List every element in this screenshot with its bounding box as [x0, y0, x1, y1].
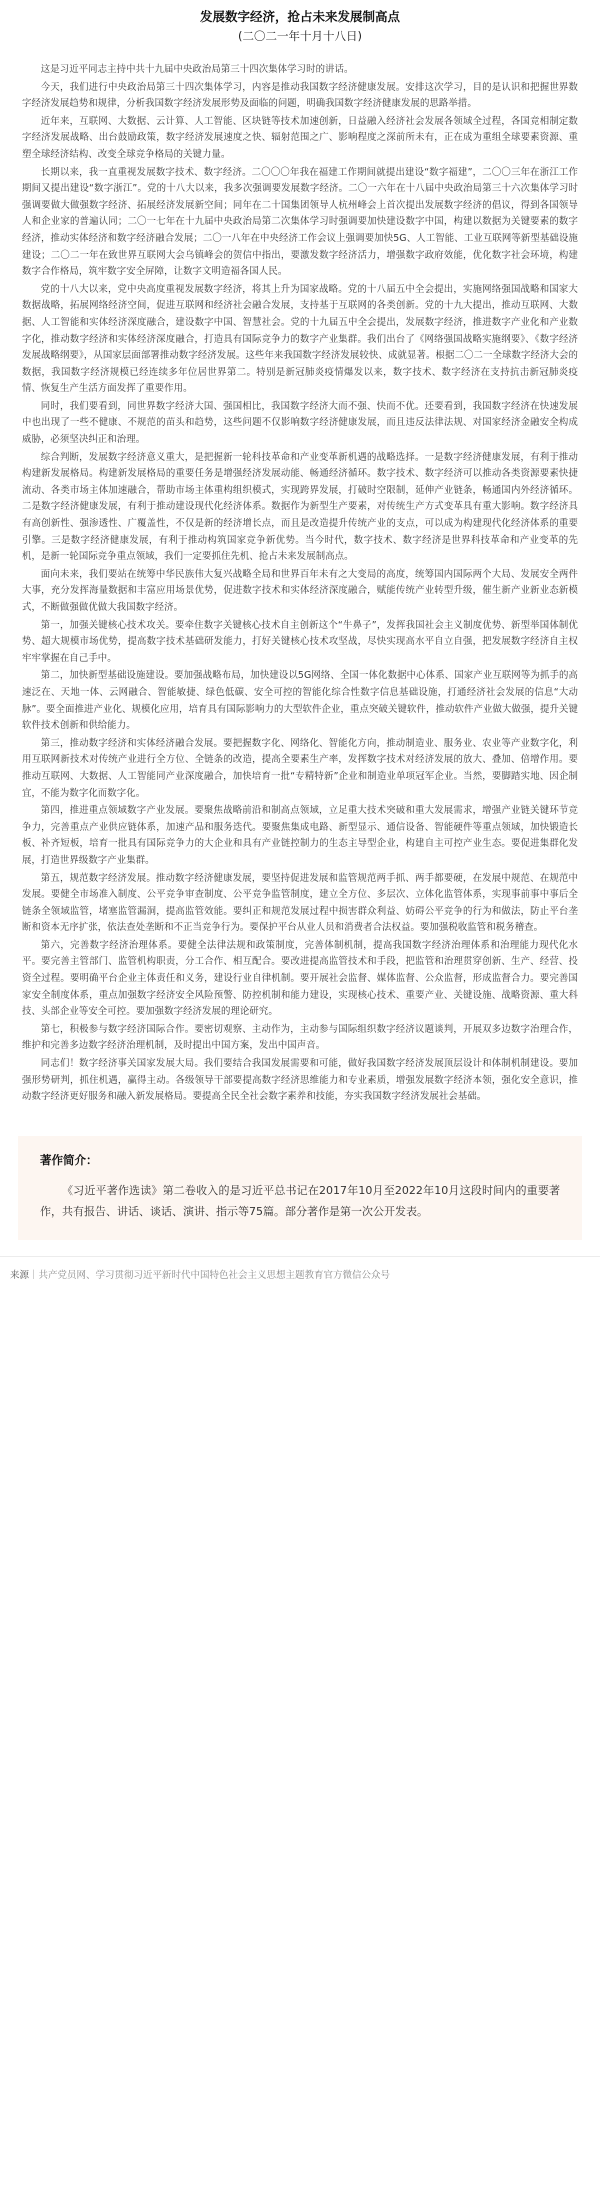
source-label: 来源	[10, 1269, 30, 1281]
article-date: (二〇二一年十月十八日)	[238, 29, 362, 43]
article-paragraph: 第六，完善数字经济治理体系。要健全法律法规和政策制度，完善体制机制，提高我国数字经济治理体系和治理能力现代化水平。要完善主管部门、监管机构职责，分工合作、相互配合。要改进提高监管技术和手段，把监管和治理贯穿创新、生产、经营、投资全过程。要明确平台企业主体责任和义务，建设行业自律机制。要开展社会监督、媒体监督、公众监督，形成监督合力。要完善国家安全制度体系，重点加强数字经济安全风险预警、防控机制和能力建设，实现核心技术、重要产业、关键设施、战略资源、重大科技、头部企业等安全可控。要加强数字经济发展的理论研究。	[22, 939, 578, 1018]
article-paragraph: 党的十八大以来，党中央高度重视发展数字经济，将其上升为国家战略。党的十八届五中全会提出，实施网络强国战略和国家大数据战略，拓展网络经济空间，促进互联网和经济社会融合发展，支持基于互联网的各类创新。党的十九大提出，推动互联网、大数据、人工智能和实体经济深度融合，建设数字中国、智慧社会。党的十九届五中全会提出，发展数字经济，推进数字产业化和产业数字化，推动数字经济和实体经济深度融合，打造具有国际竞争力的数字产业集群。我们出台了《网络强国战略实施纲要》、《数字经济发展战略纲要》，从国家层面部署推动数字经济发展。这些年来我国数字经济发展较快、成就显著。根据二〇二一全球数字经济大会的数据，我国数字经济规模已经连续多年位居世界第二。特别是新冠肺炎疫情爆发以来，数字技术、数字经济在支持抗击新冠肺炎疫情、恢复生产生活方面发挥了重要作用。	[22, 283, 578, 395]
article-paragraph: 近年来，互联网、大数据、云计算、人工智能、区块链等技术加速创新，日益融入经济社会发展各领域全过程，各国竞相制定数字经济发展战略、出台鼓励政策，数字经济发展速度之快、辐射范围之广、影响程度之深前所未有，正在成为重组全球要素资源、重塑全球经济结构、改变全球竞争格局的关键力量。	[22, 115, 578, 160]
book-intro-text: 《习近平著作选读》第二卷收入的是习近平总书记在2017年10月至2022年10月这段时间内的重要著作，共有报告、讲话、谈话、演讲、指示等75篇。部分著作是第一次公开发表。	[40, 1183, 560, 1218]
article-paragraph: 第四，推进重点领域数字产业发展。要聚焦战略前沿和制高点领域，立足重大技术突破和重大发展需求，增强产业链关键环节竞争力，完善重点产业供应链体系，加速产品和服务迭代。要聚焦集成电路、新型显示、通信设备、智能硬件等重点领域，加快锻造长板、补齐短板，培育一批具有国际竞争力的大企业和具有产业链控制力的生态主导型企业，构建自主可控产业生态。要促进集群化发展，打造世界级数字产业集群。	[22, 805, 578, 866]
source-footer	[0, 1256, 600, 1281]
book-intro-heading: 著作简介：	[40, 1152, 98, 1167]
source-text: ｜共产党员网、学习贯彻习近平新时代中国特色社会主义思想主题教育官方微信公众号	[29, 1269, 391, 1281]
article-paragraph: 同时，我们要看到，同世界数字经济大国、强国相比，我国数字经济大而不强、快而不优。还要看到，我国数字经济在快速发展中也出现了一些不健康、不规范的苗头和趋势，这些问题不仅影响数字经济健康发展，而且违反法律法规、对国家经济金融安全构成威胁，必须坚决纠正和治理。	[22, 400, 578, 446]
article-paragraph: 第七，积极参与数字经济国际合作。要密切观察、主动作为，主动参与国际组织数字经济议题谈判，开展双多边数字治理合作，维护和完善多边数字经济治理机制，及时提出中国方案，发出中国声音。	[22, 1023, 578, 1052]
article-paragraph: 综合判断，发展数字经济意义重大，是把握新一轮科技革命和产业变革新机遇的战略选择。一是数字经济健康发展，有利于推动构建新发展格局。构建新发展格局的重要任务是增强经济发展动能、畅通经济循环。数字技术、数字经济可以推动各类资源要素快捷流动、各类市场主体加速融合，帮助市场主体重构组织模式，实现跨界发展，打破时空限制，延伸产业链条，畅通国内外经济循环。二是数字经济健康发展，有利于推动建设现代化经济体系。数据作为新型生产要素，对传统生产方式变革具有重大影响。数字经济具有高创新性、强渗透性、广覆盖性，不仅是新的经济增长点，而且是改造提升传统产业的支点，可以成为构建现代化经济体系的重要引擎。三是数字经济健康发展，有利于推动构筑国家竞争新优势。当今时代，数字技术、数字经济是世界科技革命和产业变革的先机，是新一轮国际竞争重点领域，我们一定要抓住先机、抢占未来发展制高点。	[22, 451, 578, 563]
article-paragraph: 长期以来，我一直重视发展数字技术、数字经济。二〇〇〇年我在福建工作期间就提出建设“数字福建”，二〇〇三年在浙江工作期间又提出建设“数字浙江”。党的十八大以来，我多次强调要发展数字经济。二〇一六年在十八届中央政治局第三十六次集体学习时强调要做大做强数字经济、拓展经济发展新空间；同年在二十国集团领导人杭州峰会上首次提出发展数字经济的倡议，得到各国领导人和企业家的普遍认同；二〇一七年在十九届中央政治局第二次集体学习时强调要加快建设数字中国，构建以数据为关键要素的数字经济，推动实体经济和数字经济融合发展；二〇一八年在中央经济工作会议上强调要加快5G、人工智能、工业互联网等新型基础设施建设；二〇二一年在致世界互联网大会乌镇峰会的贺信中指出，要激发数字经济活力，增强数字政府效能，优化数字社会环境，构建数字合作格局，筑牢数字安全屏障，让数字文明造福各国人民。	[22, 166, 578, 278]
article-paragraph: 今天，我们进行中央政治局第三十四次集体学习，内容是推动我国数字经济健康发展。安排这次学习，目的是认识和把握世界数字经济发展趋势和规律，分析我国数字经济发展形势及面临的问题，明确我国数字经济健康发展的思路举措。	[22, 81, 578, 110]
article-paragraph: 同志们！数字经济事关国家发展大局。我们要结合我国发展需要和可能，做好我国数字经济发展顶层设计和体制机制建设。要加强形势研判，抓住机遇，赢得主动。各级领导干部要提高数字经济思维能力和专业素质，增强发展数字经济本领，强化安全意识，推动数字经济更好服务和融入新发展格局。要提高全民全社会数字素养和技能，夯实我国数字经济发展社会基础。	[22, 1058, 578, 1103]
article-paragraph: 第二，加快新型基础设施建设。要加强战略布局，加快建设以5G网络、全国一体化数据中心体系、国家产业互联网等为抓手的高速泛在、天地一体、云网融合、智能敏捷、绿色低碳、安全可控的智能化综合性数字信息基础设施，打通经济社会发展的信息“大动脉”。要全面推进产业化、规模化应用，培育具有国际影响力的大型软件企业，重点突破关键软件，推动软件产业做大做强，提升关键软件技术创新和供给能力。	[22, 670, 578, 732]
article-paragraph: 第一，加强关键核心技术攻关。要牵住数字关键核心技术自主创新这个“牛鼻子”，发挥我国社会主义制度优势、新型举国体制优势、超大规模市场优势，提高数字技术基础研发能力，打好关键核心技术攻坚战，尽快实现高水平自立自强，把发展数字经济自主权牢牢掌握在自己手中。	[22, 619, 578, 664]
article-title: 发展数字经济，抢占未来发展制高点	[199, 9, 400, 24]
article-paragraph: 这是习近平同志主持中共十九届中央政治局第三十四次集体学习时的讲话。	[40, 64, 354, 75]
article-paragraph: 第三，推动数字经济和实体经济融合发展。要把握数字化、网络化、智能化方向，推动制造业、服务业、农业等产业数字化，利用互联网新技术对传统产业进行全方位、全链条的改造，提高全要素生产率，发挥数字技术对经济发展的放大、叠加、倍增作用。要推动互联网、大数据、人工智能同产业深度融合，加快培育一批“专精特新”企业和制造业单项冠军企业。当然，要脚踏实地、因企制宜，不能为数字化而数字化。	[22, 737, 578, 799]
book-intro-box	[18, 1136, 582, 1240]
article-paragraph: 第五，规范数字经济发展。推动数字经济健康发展，要坚持促进发展和监管规范两手抓、两手都要硬，在发展中规范、在规范中发展。要健全市场准入制度、公平竞争审查制度、公平竞争监管制度，建立全方位、多层次、立体化监管体系，实现事前事中事后全链条全领域监管，堵塞监管漏洞，提高监管效能。要纠正和规范发展过程中损害群众利益、妨碍公平竞争的行为和做法，防止平台垄断和资本无序扩张，依法查处垄断和不正当竞争行为。要保护平台从业人员和消费者合法权益。要加强税收监管和税务稽查。	[22, 872, 578, 934]
article-body	[22, 62, 578, 1106]
article-paragraph: 面向未来，我们要站在统筹中华民族伟大复兴战略全局和世界百年未有之大变局的高度，统筹国内国际两个大局、发展安全两件大事，充分发挥海量数据和丰富应用场景优势，促进数字技术和实体经济深度融合，赋能传统产业转型升级，催生新产业新业态新模式，不断做强做优做大我国数字经济。	[22, 568, 578, 613]
